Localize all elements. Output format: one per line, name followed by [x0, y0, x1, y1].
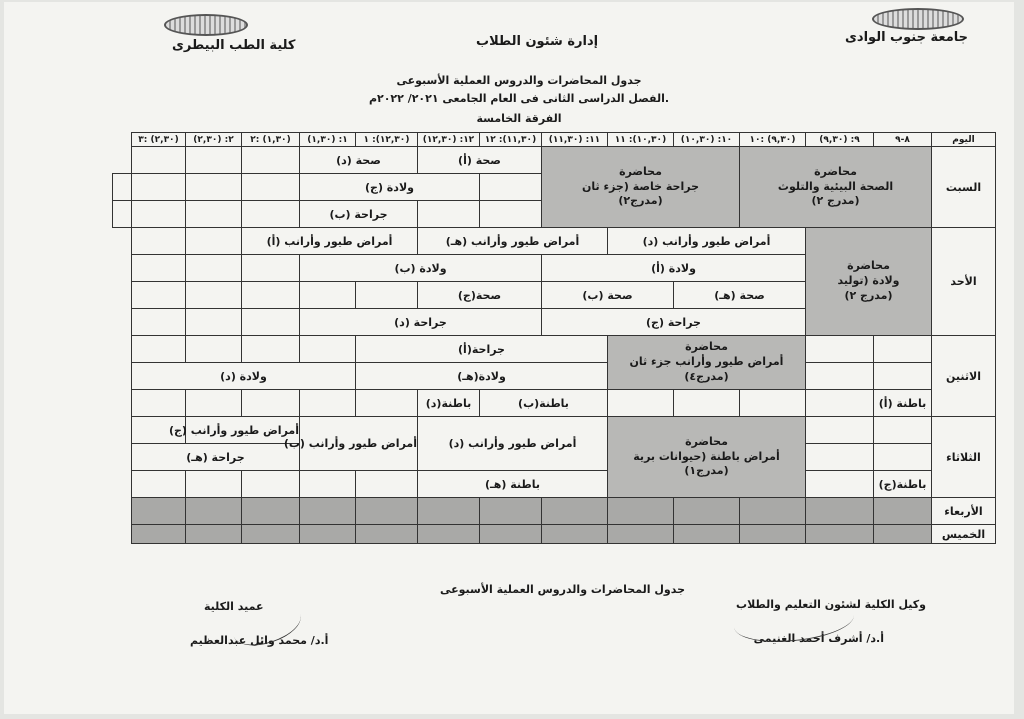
time-cell: (١٠,٣٠): ١١ [608, 133, 674, 147]
empty-cell [542, 525, 608, 544]
saturday-row [113, 147, 996, 174]
empty-cell [480, 498, 542, 525]
empty-cell [356, 282, 418, 309]
wednesday-row [113, 498, 996, 525]
empty-cell [806, 417, 874, 444]
empty-cell [242, 201, 300, 228]
time-cell: (٢,٣٠) :٣ [132, 133, 186, 147]
tuesday-lecture: محاضرة أمراض باطنة (حيوانات برية (مدرج١) [608, 417, 806, 498]
empty-cell [186, 309, 242, 336]
time-cell: اليوم [932, 133, 996, 147]
empty-cell [806, 471, 874, 498]
empty-cell [132, 255, 186, 282]
schedule-cell: جراحة (د) [300, 309, 542, 336]
day-monday: الاثنين [932, 336, 996, 417]
empty-cell [674, 498, 740, 525]
schedule-cell: أمراض طيور وأرانب (د) [608, 228, 806, 255]
schedule-cell: أمراض طيور وأرانب (ج) [186, 417, 300, 444]
empty-cell [300, 390, 356, 417]
tuesday-row [113, 417, 996, 444]
time-cell: ١٠: (١٠,٣٠) [674, 133, 740, 147]
schedule-cell: ولادة(هـ) [356, 363, 608, 390]
empty-cell [242, 498, 300, 525]
schedule-cell: أمراض طيور وأرانب (أ) [242, 228, 418, 255]
schedule-cell: باطنة(ب) [480, 390, 608, 417]
empty-cell [356, 471, 418, 498]
empty-cell [356, 498, 418, 525]
schedule-cell: صحة (ب) [542, 282, 674, 309]
time-cell: ٩: (٩,٣٠) [806, 133, 874, 147]
empty-cell [356, 390, 418, 417]
empty-cell [418, 201, 480, 228]
sunday-lecture: محاضرة ولادة (توليد (مدرج ٢) [806, 228, 932, 336]
university-logo-icon [872, 8, 964, 30]
empty-cell [874, 336, 932, 363]
empty-cell [480, 201, 542, 228]
empty-cell [132, 228, 186, 255]
schedule-cell: صحة (د) [300, 147, 418, 174]
sunday-row [113, 228, 996, 255]
empty-cell [186, 525, 242, 544]
empty-cell [242, 390, 300, 417]
empty-cell [242, 525, 300, 544]
empty-cell [806, 498, 874, 525]
empty-cell [186, 174, 242, 201]
time-header-row [113, 133, 996, 147]
university-name: جامعة جنوب الوادى [845, 30, 968, 45]
vice-dean-name: أ.د/ أشرف أحمد الغنيمى [753, 632, 884, 645]
empty-cell [113, 174, 132, 201]
empty-cell [132, 282, 186, 309]
empty-cell [480, 525, 542, 544]
empty-cell [806, 390, 874, 417]
day-wednesday: الأربعاء [932, 498, 996, 525]
empty-cell [186, 336, 242, 363]
empty-cell [242, 147, 300, 174]
empty-cell [186, 255, 242, 282]
empty-cell [542, 498, 608, 525]
empty-cell [608, 390, 674, 417]
empty-cell [300, 471, 356, 498]
time-cell: (١١,٣٠): ١٢ [480, 133, 542, 147]
time-cell: ٨-٩ [874, 133, 932, 147]
department-name: إدارة شئون الطلاب [476, 34, 599, 49]
empty-cell [242, 282, 300, 309]
empty-cell [132, 147, 186, 174]
empty-cell [186, 201, 242, 228]
day-saturday: السبت [932, 147, 996, 228]
title-line-3: الفرقة الخامسة [476, 112, 562, 125]
schedule-cell: صحة(ج) [418, 282, 542, 309]
title-line-2: الفصل الدراسى الثانى فى العام الجامعى ٢٠٢١/ ٢٠٢٢م. [368, 92, 670, 105]
tuesday-row [113, 471, 996, 498]
time-cell: (١,٣٠) :٢ [242, 133, 300, 147]
time-cell: ١٢: (١٢,٣٠) [418, 133, 480, 147]
monday-row [113, 336, 996, 363]
empty-cell [242, 174, 300, 201]
schedule-cell: باطنة(ج) [874, 471, 932, 498]
empty-cell [186, 498, 242, 525]
day-sunday: الأحد [932, 228, 996, 336]
day-thursday: الخميس [932, 525, 996, 544]
empty-cell [186, 228, 242, 255]
schedule-cell: باطنة (هـ) [418, 471, 608, 498]
empty-cell [356, 525, 418, 544]
schedule-cell: باطنة(د) [418, 390, 480, 417]
faculty-logo-icon [164, 14, 248, 36]
schedule-cell: أمراض طيور وأرانب (د) [418, 417, 608, 471]
vice-dean-title: وكيل الكلية لشئون التعليم والطلاب [736, 598, 926, 611]
schedule-cell: جراحة (هـ) [132, 444, 300, 471]
empty-cell [740, 390, 806, 417]
empty-cell [806, 336, 874, 363]
empty-cell [300, 525, 356, 544]
empty-cell [300, 498, 356, 525]
empty-cell [113, 201, 132, 228]
empty-cell [132, 390, 186, 417]
empty-cell [874, 498, 932, 525]
saturday-lecture-1: محاضرة الصحة البيئية والتلوث (مدرج ٢) [740, 147, 932, 228]
day-tuesday: الثلاثاء [932, 417, 996, 498]
title-line-1: جدول المحاضرات والدروس العملية الأسبوعى [396, 74, 642, 87]
faculty-name: كلية الطب البيطرى [172, 38, 296, 53]
document-page [4, 2, 1014, 714]
time-cell: (١٢,٣٠): ١ [356, 133, 418, 147]
saturday-lecture-2: محاضرة جراحة خاصة (جزء ثان (مدرج٢) [542, 147, 740, 228]
empty-cell [242, 255, 300, 282]
empty-cell [300, 336, 356, 363]
empty-cell [132, 201, 186, 228]
empty-cell [186, 282, 242, 309]
schedule-cell: جراحة (ب) [300, 201, 418, 228]
schedule-table [112, 132, 996, 544]
empty-cell [186, 471, 242, 498]
empty-cell [674, 525, 740, 544]
empty-cell [418, 525, 480, 544]
schedule-cell: أمراض طيور وأرانب (هـ) [418, 228, 608, 255]
empty-cell [480, 174, 542, 201]
empty-cell [242, 309, 300, 336]
time-cell: ١: (١,٣٠) [300, 133, 356, 147]
empty-cell [132, 498, 186, 525]
dean-name: أ.د/ محمد وائل عبدالعظيم [190, 634, 329, 647]
empty-cell [874, 417, 932, 444]
empty-cell [874, 363, 932, 390]
monday-row [113, 363, 996, 390]
empty-cell [132, 309, 186, 336]
empty-cell [874, 525, 932, 544]
empty-cell [806, 444, 874, 471]
schedule-cell: أمراض طيور وأرانب (ب) [300, 417, 418, 471]
empty-cell [674, 390, 740, 417]
schedule-cell: صحة (هـ) [674, 282, 806, 309]
schedule-cell: ولادة (ج) [300, 174, 480, 201]
schedule-cell: جراحة (ج) [542, 309, 806, 336]
time-cell: (٩,٣٠) :١٠ [740, 133, 806, 147]
schedule-cell: ولادة (ب) [300, 255, 542, 282]
time-cell: ٢: (٢,٣٠) [186, 133, 242, 147]
empty-cell [242, 336, 300, 363]
empty-cell [186, 147, 242, 174]
empty-cell [806, 363, 874, 390]
monday-row [113, 390, 996, 417]
empty-cell [132, 471, 186, 498]
empty-cell [242, 471, 300, 498]
empty-cell [132, 174, 186, 201]
empty-cell [132, 525, 186, 544]
empty-cell [806, 525, 874, 544]
dean-title: عميد الكلية [204, 600, 264, 613]
time-cell: ١١: (١١,٣٠) [542, 133, 608, 147]
footer-title: جدول المحاضرات والدروس العملية الأسبوعى [440, 583, 685, 596]
schedule-cell: جراحة(أ) [356, 336, 608, 363]
thursday-row [113, 525, 996, 544]
empty-cell [186, 390, 242, 417]
schedule-cell: صحة (أ) [418, 147, 542, 174]
empty-cell [418, 498, 480, 525]
schedule-cell: ولادة (أ) [542, 255, 806, 282]
monday-lecture: محاضرة أمراض طيور وأرانب جزء ثان (مدرج٤) [608, 336, 806, 390]
empty-cell [300, 282, 356, 309]
empty-cell [874, 444, 932, 471]
schedule-cell: ولادة (د) [132, 363, 356, 390]
empty-cell [740, 498, 806, 525]
empty-cell [608, 525, 674, 544]
empty-cell [132, 336, 186, 363]
empty-cell [740, 525, 806, 544]
schedule-cell: باطنة (أ) [874, 390, 932, 417]
empty-cell [608, 498, 674, 525]
